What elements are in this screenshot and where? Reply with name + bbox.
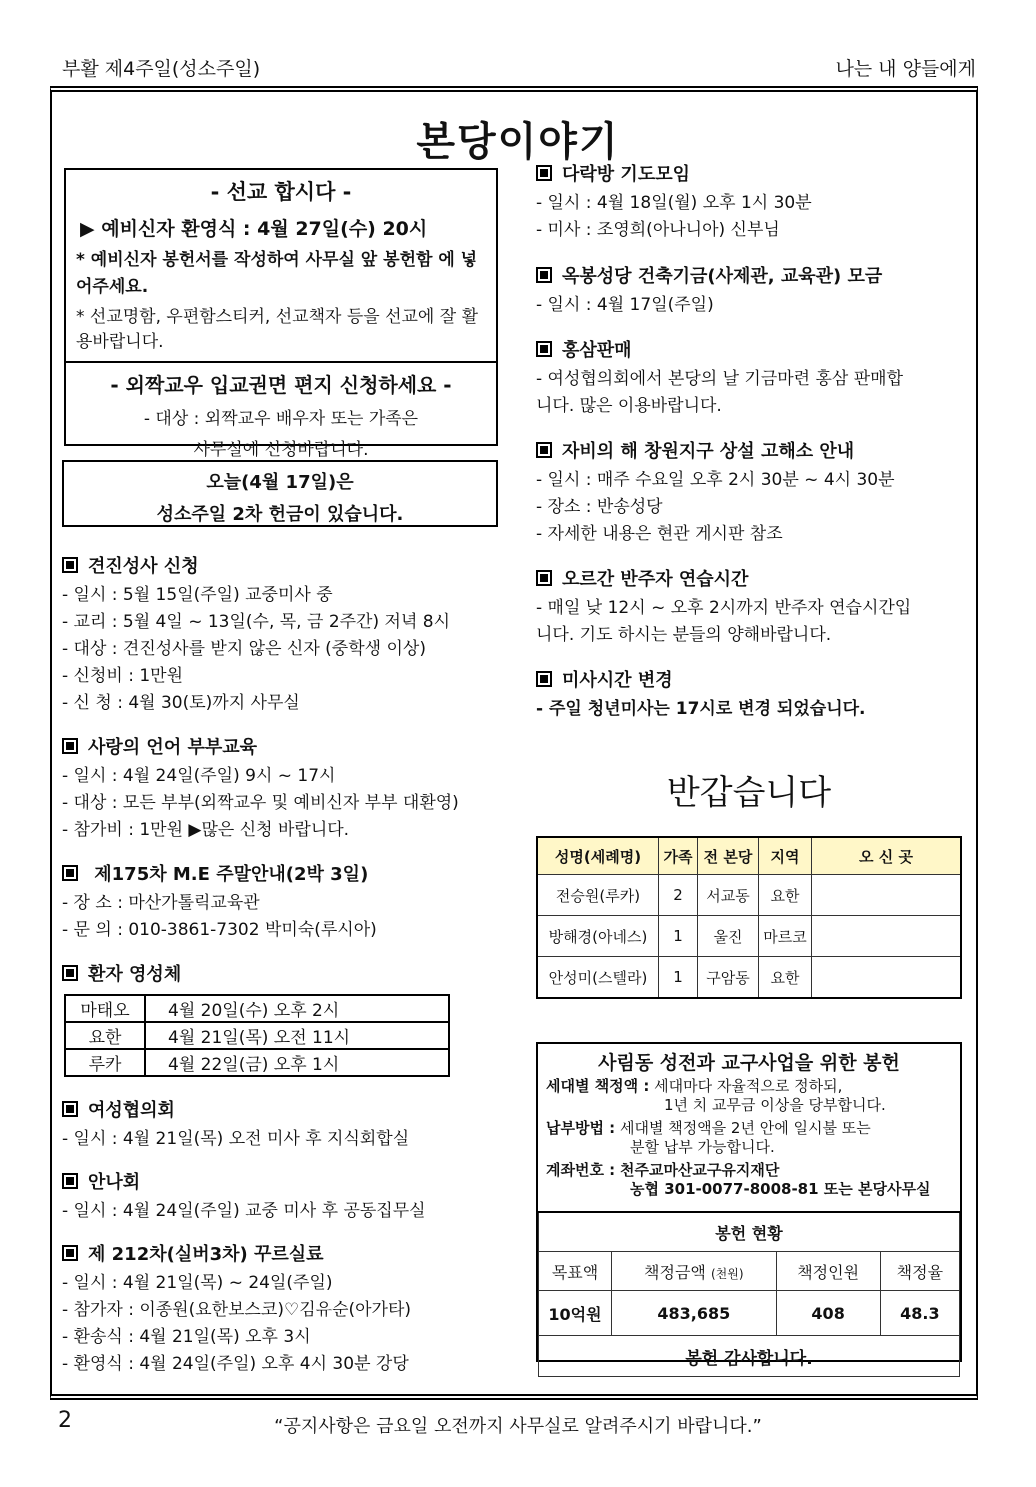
section-line: 니다. 기도 하시는 분들의 양해바랍니다. xyxy=(536,625,832,645)
mission-heading2: - 외짝교우 입교권면 편지 신청하세요 - xyxy=(110,373,452,397)
section-title: 안나회 xyxy=(88,1172,141,1193)
section-line: - 일시 : 4월 24일(주일) 교중 미사 후 공동집무실 xyxy=(62,1201,426,1221)
section-line: - 일시 : 4월 24일(주일) 9시 ~ 17시 xyxy=(62,766,336,786)
section-line: - 여성협의회에서 본당의 날 기금마련 홍삼 판매합 xyxy=(536,369,903,389)
section-confession xyxy=(536,437,976,548)
section-line: - 일시 : 4월 21일(목) 오전 미사 후 지식회합실 xyxy=(62,1129,410,1149)
table-row: 방해경(아네스) 1 울진 마르코 xyxy=(537,916,961,957)
section-line: - 자세한 내용은 현관 게시판 참조 xyxy=(536,524,783,544)
table-row: 루카 4월 22일(금) 오후 1시 xyxy=(65,1049,449,1076)
section-title: 미사시간 변경 xyxy=(562,670,673,691)
section-title: 제 212차(실버3차) 꾸르실료 xyxy=(88,1244,324,1265)
section-prayer xyxy=(536,160,976,244)
page-number: 2 xyxy=(58,1408,72,1433)
footer-notice: “공지사항은 금요일 오전까지 사무실로 알려주시기 바랍니다.” xyxy=(274,1416,762,1437)
section-line: - 대상 : 모든 부부(외짝교우 및 예비신자 부부 대환영) xyxy=(62,793,459,813)
header-left: 부활 제4주일(성소주일) xyxy=(62,58,261,80)
section-line: - 일시 : 5월 15일(주일) 교중미사 중 xyxy=(62,585,333,605)
section-title: 제175차 M.E 주말안내(2박 3일) xyxy=(88,864,369,885)
section-line: - 교리 : 5월 4일 ~ 13일(수, 목, 금 2주간) 저녁 8시 xyxy=(62,612,451,632)
section-title: 다락방 기도모임 xyxy=(562,164,690,185)
section-mass-change xyxy=(536,666,976,723)
section-couple xyxy=(62,733,502,844)
section-title: 오르간 반주자 연습시간 xyxy=(562,569,749,590)
section-organ xyxy=(536,565,976,649)
section-confirmation xyxy=(62,552,502,717)
section-line: - 환송식 : 4월 21일(목) 오후 3시 xyxy=(62,1327,311,1347)
section-cursillo xyxy=(62,1240,502,1378)
section-ginseng xyxy=(536,336,976,420)
section-line: - 일시 : 4월 17일(주일) xyxy=(536,295,714,315)
section-line: - 신 청 : 4월 30(토)까지 사무실 xyxy=(62,693,300,713)
section-title: 견진성사 신청 xyxy=(88,556,199,577)
section-me xyxy=(62,860,502,944)
section-line: - 매일 낮 12시 ~ 오후 2시까지 반주자 연습시간입 xyxy=(536,598,912,618)
today-line1: 오늘(4월 17일)은 xyxy=(206,472,354,493)
table-row: 마태오 4월 20일(수) 오후 2시 xyxy=(65,995,449,1022)
section-line: - 대상 : 견진성사를 받지 않은 신자 (중학생 이상) xyxy=(62,639,426,659)
section-line: - 환영식 : 4월 24일(주일) 오후 4시 30분 강당 xyxy=(62,1354,409,1374)
section-title: 자비의 해 창원지구 상설 고해소 안내 xyxy=(562,441,855,462)
section-title: 홍삼판매 xyxy=(562,340,632,361)
section-sick xyxy=(62,960,502,990)
page-title: 본당이야기 xyxy=(416,119,620,165)
section-line: - 참가비 : 1만원 ▶많은 신청 바랍니다. xyxy=(62,820,350,840)
header-right: 나는 내 양들에게 xyxy=(835,58,976,80)
section-title: 환자 영성체 xyxy=(88,964,182,985)
section-line: - 신청비 : 1만원 xyxy=(62,666,183,686)
section-line: 니다. 많은 이용바랍니다. xyxy=(536,396,722,416)
mission-heading: - 선교 합시다 - xyxy=(210,180,352,204)
section-building xyxy=(536,262,976,319)
mission-line4: - 대상 : 외짝교우 배우자 또는 가족은 xyxy=(143,409,419,429)
mission-box xyxy=(64,168,498,460)
section-line: - 일시 : 매주 수요일 오후 2시 30분 ~ 4시 30분 xyxy=(536,470,895,490)
table-row: 요한 4월 21일(목) 오전 11시 xyxy=(65,1022,449,1049)
table-row: 안성미(스텔라) 1 구암동 요한 xyxy=(537,957,961,999)
section-title: 옥봉성당 건축기금(사제관, 교육관) 모금 xyxy=(562,266,883,287)
section-line: - 미사 : 조영희(아나니아) 신부님 xyxy=(536,220,780,240)
section-title: 여성협의회 xyxy=(88,1100,175,1121)
mission-line3: * 선교명함, 우편함스티커, 선교책자 등을 선교에 잘 활용바랍니다. xyxy=(76,307,478,352)
welcome-title: 반갑습니다 xyxy=(666,773,832,813)
sick-table xyxy=(64,994,450,1077)
section-line: - 장 소 : 마산가톨릭교육관 xyxy=(62,893,260,913)
section-line: - 일시 : 4월 21일(목) ~ 24일(주일) xyxy=(62,1273,333,1293)
section-women xyxy=(62,1096,502,1153)
mission-line1: ▶ 예비신자 환영식 : 4월 27일(수) 20시 xyxy=(80,218,428,240)
today-line2: 성소주일 2차 헌금이 있습니다. xyxy=(156,504,404,525)
table-row: 전승원(루카) 2 서교동 요한 xyxy=(537,875,961,916)
offering-status-table: 봉헌 현황 목표액 책정금액 (천원) 책정인원 책정율 10억원 483,685 408 48.3 봉헌 감사합니다. xyxy=(538,1211,960,1377)
offering-box: 사림동 성전과 교구사업을 위한 봉헌 세대별 책정액 : 세대마다 자율적으로 정하되, 1년 치 교무금 이상을 당부합니다. 납부방법 : 세대별 책정액을 2년 안에 일시불 또는 분할 납부 가능합니다. 계좌번호 : 천주교마산교구유지재단 농협 301-0077-8008-81 또는 본당사무실 봉헌 현황 목표액 책정금액 (천원) 책정인원 책정율 10억원 483,685 408 48.3 봉헌 감사합니다. xyxy=(536,1042,962,1362)
section-line: - 참가자 : 이종원(요한보스코)♡김유순(아가타) xyxy=(62,1300,412,1320)
section-line: - 주일 청년미사는 17시로 변경 되었습니다. xyxy=(536,699,866,719)
section-line: - 장소 : 반송성당 xyxy=(536,497,663,517)
mission-line5: 사무실에 신청바랍니다. xyxy=(193,440,369,460)
section-anna xyxy=(62,1168,502,1225)
mission-line2: * 예비신자 봉헌서를 작성하여 사무실 앞 봉헌함 에 넣어주세요. xyxy=(76,250,478,297)
section-title: 사랑의 언어 부부교육 xyxy=(88,737,258,758)
offering-title: 사림동 성전과 교구사업을 위한 봉헌 xyxy=(598,1052,900,1074)
welcome-table xyxy=(536,836,962,999)
section-line: - 문 의 : 010-3861-7302 박미숙(루시아) xyxy=(62,920,377,940)
table-header: 성명(세례명) 가족 전 본당 지역 오 신 곳 xyxy=(537,837,961,875)
today-box xyxy=(62,460,498,527)
section-line: - 일시 : 4월 18일(월) 오후 1시 30분 xyxy=(536,193,812,213)
